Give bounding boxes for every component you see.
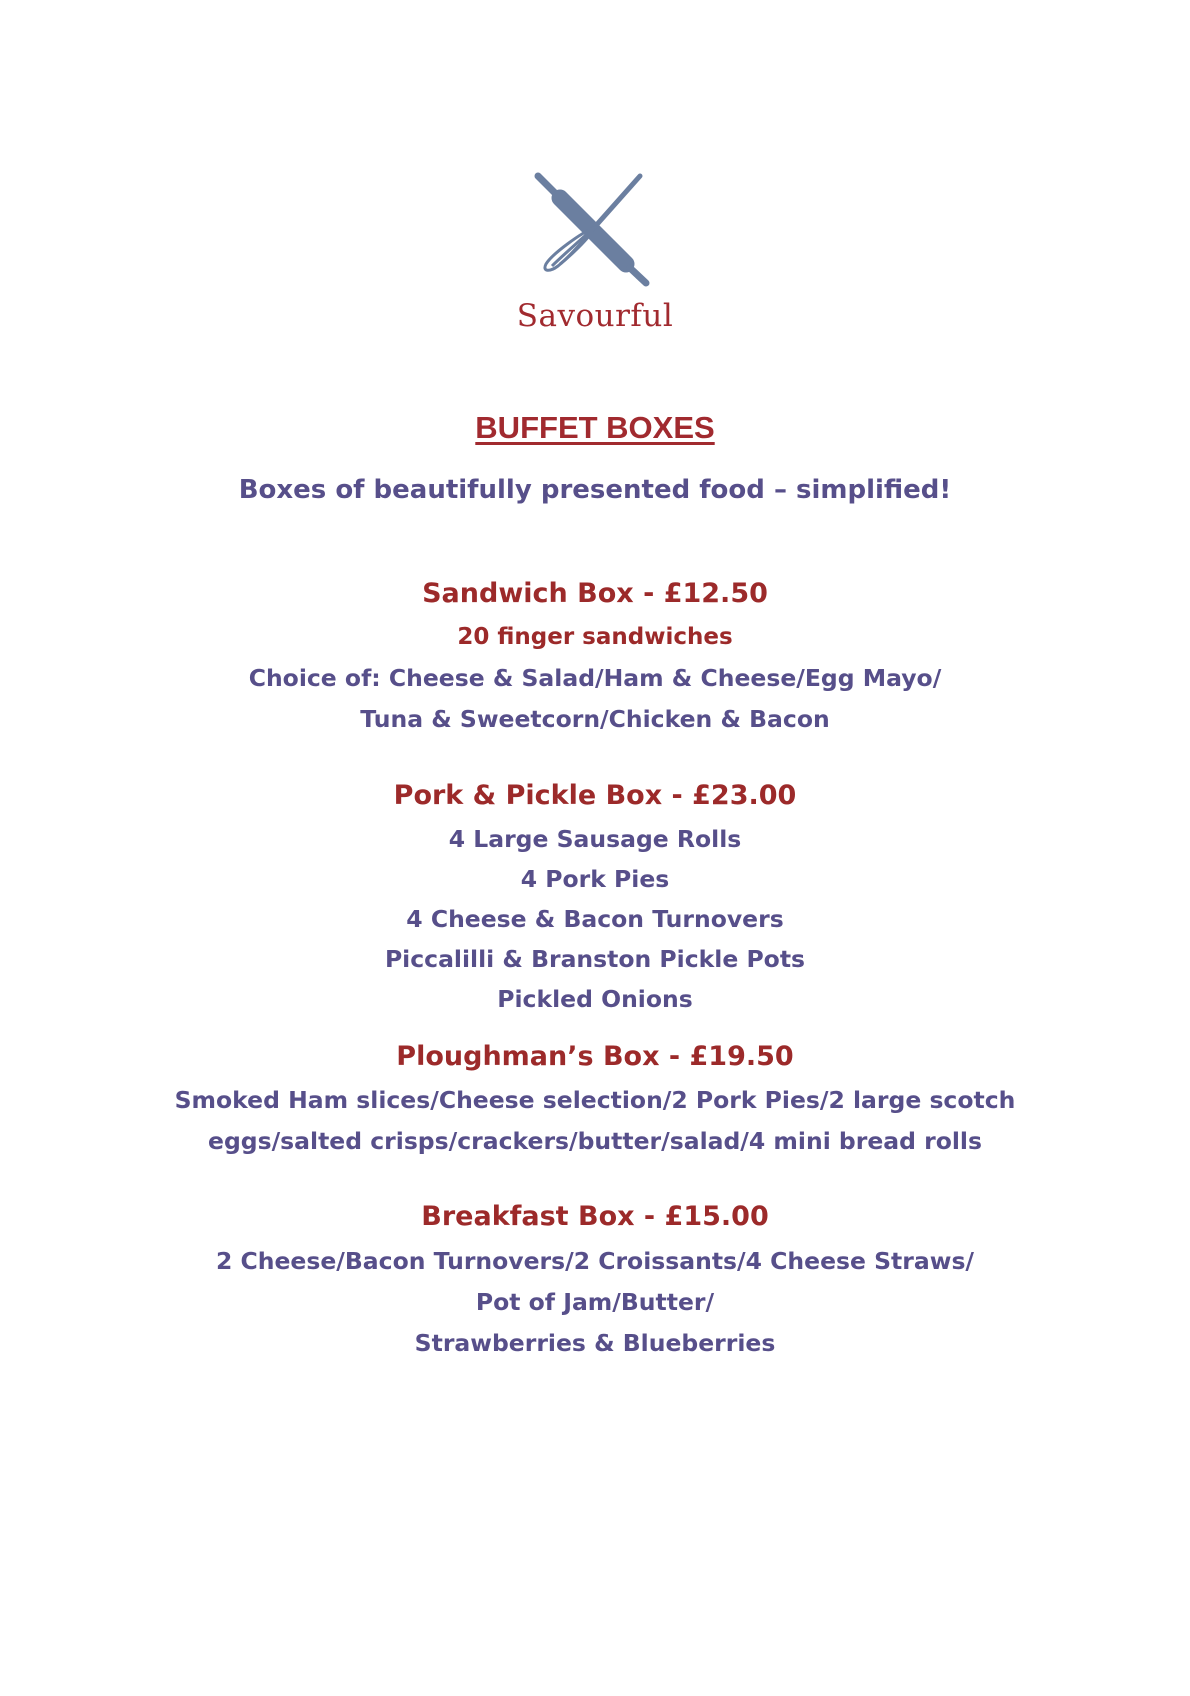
box-line: Tuna & Sweetcorn/Chicken & Bacon	[360, 705, 830, 733]
page-subtitle: Boxes of beautifully presented food – simplified!	[238, 475, 952, 505]
box-line: Piccalilli & Branston Pickle Pots	[384, 945, 806, 973]
box-line: Strawberries & Blueberries	[414, 1329, 776, 1357]
box-line: 4 Large Sausage Rolls	[448, 825, 742, 853]
box-line: 4 Pork Pies	[520, 865, 670, 893]
box-heading-pork-pickle: Pork & Pickle Box - £23.00	[393, 780, 797, 811]
box-heading-ploughmans: Ploughman’s Box - £19.50	[396, 1041, 794, 1072]
box-line: Smoked Ham slices/Cheese selection/2 Pork Pies/2 large scotch	[174, 1086, 1016, 1114]
box-line: Pot of Jam/Butter/	[475, 1288, 715, 1316]
box-line: 4 Cheese & Bacon Turnovers	[406, 905, 784, 933]
box-subheading-sandwich: 20 finger sandwiches	[457, 624, 733, 650]
crossed-rolling-pin-and-whisk-icon	[530, 168, 660, 288]
page-title: BUFFET BOXES	[475, 410, 715, 445]
box-line: Choice of: Cheese & Salad/Ham & Cheese/Egg Mayo/	[248, 664, 942, 692]
box-line: eggs/salted crisps/crackers/butter/salad/4 mini bread rolls	[208, 1127, 982, 1155]
box-line: 2 Cheese/Bacon Turnovers/2 Croissants/4 Cheese Straws/	[215, 1247, 975, 1275]
box-heading-breakfast: Breakfast Box - £15.00	[421, 1201, 769, 1232]
box-line: Pickled Onions	[497, 985, 693, 1013]
brand-name: Savourful	[516, 298, 674, 334]
box-heading-sandwich: Sandwich Box - £12.50	[422, 578, 768, 609]
